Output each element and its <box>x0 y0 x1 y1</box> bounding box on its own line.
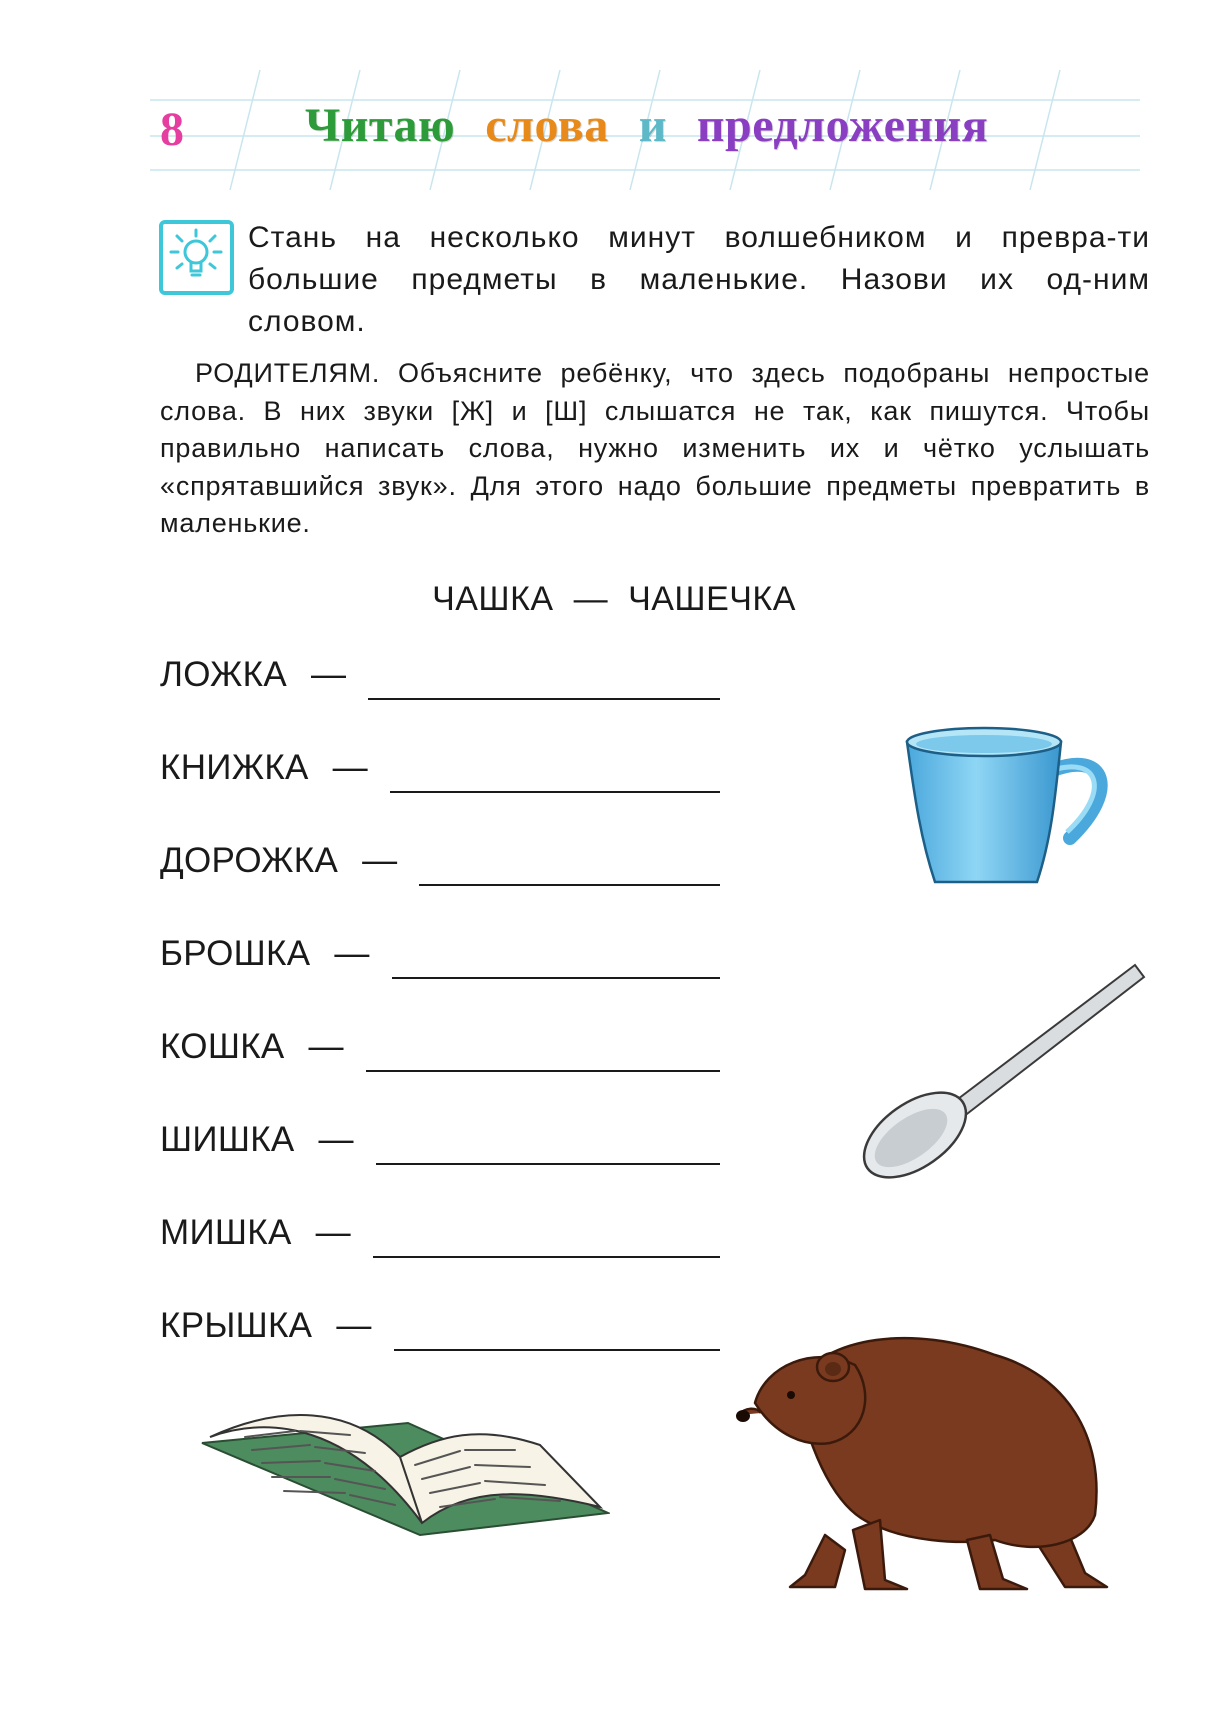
spoon-illustration <box>845 955 1150 1195</box>
exercise-dash: — <box>334 934 370 973</box>
example-dash: — <box>573 580 609 618</box>
exercise-row <box>160 1208 720 1258</box>
exercise-row <box>160 743 720 793</box>
task-instruction: Стань на несколько минут волшебником и превра-ти большие предметы в маленькие. Назови их од-ним словом. <box>248 221 1150 338</box>
example-pair <box>0 580 1228 619</box>
exercise-dash: — <box>310 655 347 694</box>
answer-blank[interactable] <box>419 856 720 886</box>
exercise-dash: — <box>336 1306 372 1345</box>
title-word-1: Читаю <box>305 99 456 152</box>
exercise-row <box>160 1301 720 1351</box>
exercise-word: КРЫШКА <box>160 1306 313 1345</box>
exercise-row <box>160 650 720 700</box>
title-word-2: слова <box>485 99 609 152</box>
answer-blank[interactable] <box>394 1321 720 1351</box>
exercise-word: МИШКА <box>160 1213 292 1252</box>
answer-blank[interactable] <box>376 1135 720 1165</box>
book-illustration <box>200 1395 610 1555</box>
exercise-row <box>160 1115 720 1165</box>
answer-blank[interactable] <box>373 1228 720 1258</box>
page-number: 8 <box>160 103 184 156</box>
parents-note: РОДИТЕЛЯМ. Объясните ребёнку, что здесь подобраны непростые слова. В них звуки [Ж] и [Ш] слышатся не так, как пишутся. Чтобы правильно написать слова, нужно изменить их и чётко услышать «спрятавшийся звук». Для этого надо большие предметы превратить в маленькие. <box>160 358 1150 538</box>
lightbulb-icon <box>159 220 234 295</box>
exercise-word: КНИЖКА <box>160 748 309 787</box>
exercise-dash: — <box>332 748 368 787</box>
answer-blank[interactable] <box>366 1042 720 1072</box>
exercise-row <box>160 1022 720 1072</box>
exercise-dash: — <box>318 1120 354 1159</box>
exercise-dash: — <box>362 841 398 880</box>
title-word-3: и <box>638 99 667 152</box>
exercise-dash: — <box>308 1027 344 1066</box>
answer-blank[interactable] <box>368 670 720 700</box>
example-word: ЧАШКА <box>432 580 554 618</box>
exercise-word: БРОШКА <box>160 934 311 973</box>
title-word-4: предложения <box>696 99 989 152</box>
exercise-row <box>160 929 720 979</box>
exercise-word: ШИШКА <box>160 1120 295 1159</box>
bear-illustration <box>735 1325 1155 1595</box>
answer-blank[interactable] <box>390 763 720 793</box>
exercise-row <box>160 836 720 886</box>
answer-blank[interactable] <box>392 949 720 979</box>
exercise-word: ДОРОЖКА <box>160 841 339 880</box>
exercise-word: КОШКА <box>160 1027 285 1066</box>
exercise-word: ЛОЖКА <box>160 655 287 694</box>
page-title <box>305 98 1018 153</box>
exercise-dash: — <box>315 1213 351 1252</box>
cup-illustration <box>895 720 1115 895</box>
example-answer: ЧАШЕЧКА <box>628 580 796 618</box>
